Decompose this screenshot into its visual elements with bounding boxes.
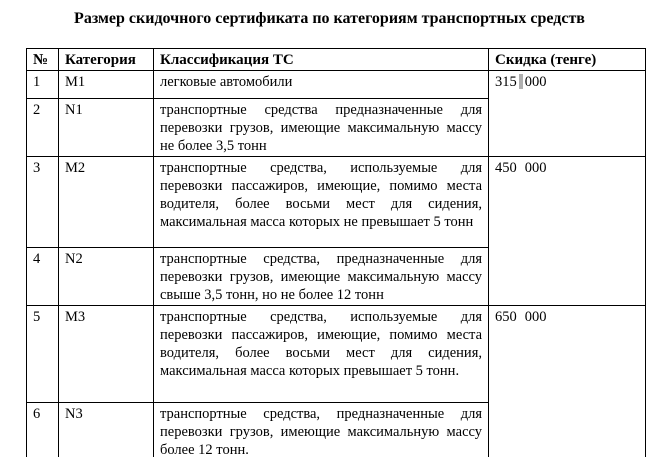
header-num: № — [27, 49, 59, 71]
discount-amount-part: 650 — [495, 309, 517, 325]
num-cell: 3 — [27, 157, 59, 248]
num-cell: 5 — [27, 306, 59, 403]
discount-amount-part: 000 — [524, 74, 547, 90]
page-title: Размер скидочного сертификата по категориям транспортных средств — [74, 10, 585, 27]
discount-cell — [489, 306, 646, 457]
num-cell: 1 — [27, 71, 59, 99]
classification-cell: легковые автомобили — [154, 71, 489, 99]
category-cell: M1 — [59, 71, 154, 99]
header-classification: Классификация ТС — [154, 49, 489, 71]
classification-cell: транспортные средства, предназначенные для перевозки грузов, имеющие максимальную массу более 12 тонн. — [154, 403, 489, 457]
category-cell: M2 — [59, 157, 154, 248]
num-cell: 2 — [27, 99, 59, 157]
category-cell: M3 — [59, 306, 154, 403]
classification-cell: транспортные средства, используемые для перевозки пассажиров, имеющие, помимо места водителя, более восьми мест для сидения, максимальная масса которых превышает 5 тонн. — [154, 306, 489, 403]
header-row — [27, 49, 646, 71]
discount-amount-part: 000 — [524, 309, 547, 325]
discount-amount-part: 000 — [524, 160, 547, 176]
highlighted-space-mark — [519, 74, 523, 89]
table-row — [27, 306, 646, 403]
money-space — [519, 160, 523, 175]
num-cell: 6 — [27, 403, 59, 457]
header-category: Категория — [59, 49, 154, 71]
classification-cell: транспортные средства, используемые для перевозки пассажиров, имеющие, помимо места водителя, более восьми мест для сидения, максимальная масса которых не превышает 5 тонн — [154, 157, 489, 248]
category-cell: N3 — [59, 403, 154, 457]
table-row — [27, 71, 646, 99]
discount-cell — [489, 71, 646, 157]
table-row — [27, 157, 646, 248]
discount-certificate-table — [26, 48, 646, 457]
header-discount: Скидка (тенге) — [489, 49, 646, 71]
category-cell: N2 — [59, 248, 154, 306]
classification-cell: транспортные средства предназначенные для перевозки грузов, имеющие максимальную массу не более 3,5 тонн — [154, 99, 489, 157]
classification-cell: транспортные средства, предназначенные для перевозки грузов, имеющие максимальную массу свыше 3,5 тонн, но не более 12 тонн — [154, 248, 489, 306]
discount-cell — [489, 157, 646, 306]
discount-amount-part: 315 — [495, 74, 517, 90]
category-cell: N1 — [59, 99, 154, 157]
discount-amount-part: 450 — [495, 160, 517, 176]
num-cell: 4 — [27, 248, 59, 306]
money-space — [519, 309, 523, 324]
